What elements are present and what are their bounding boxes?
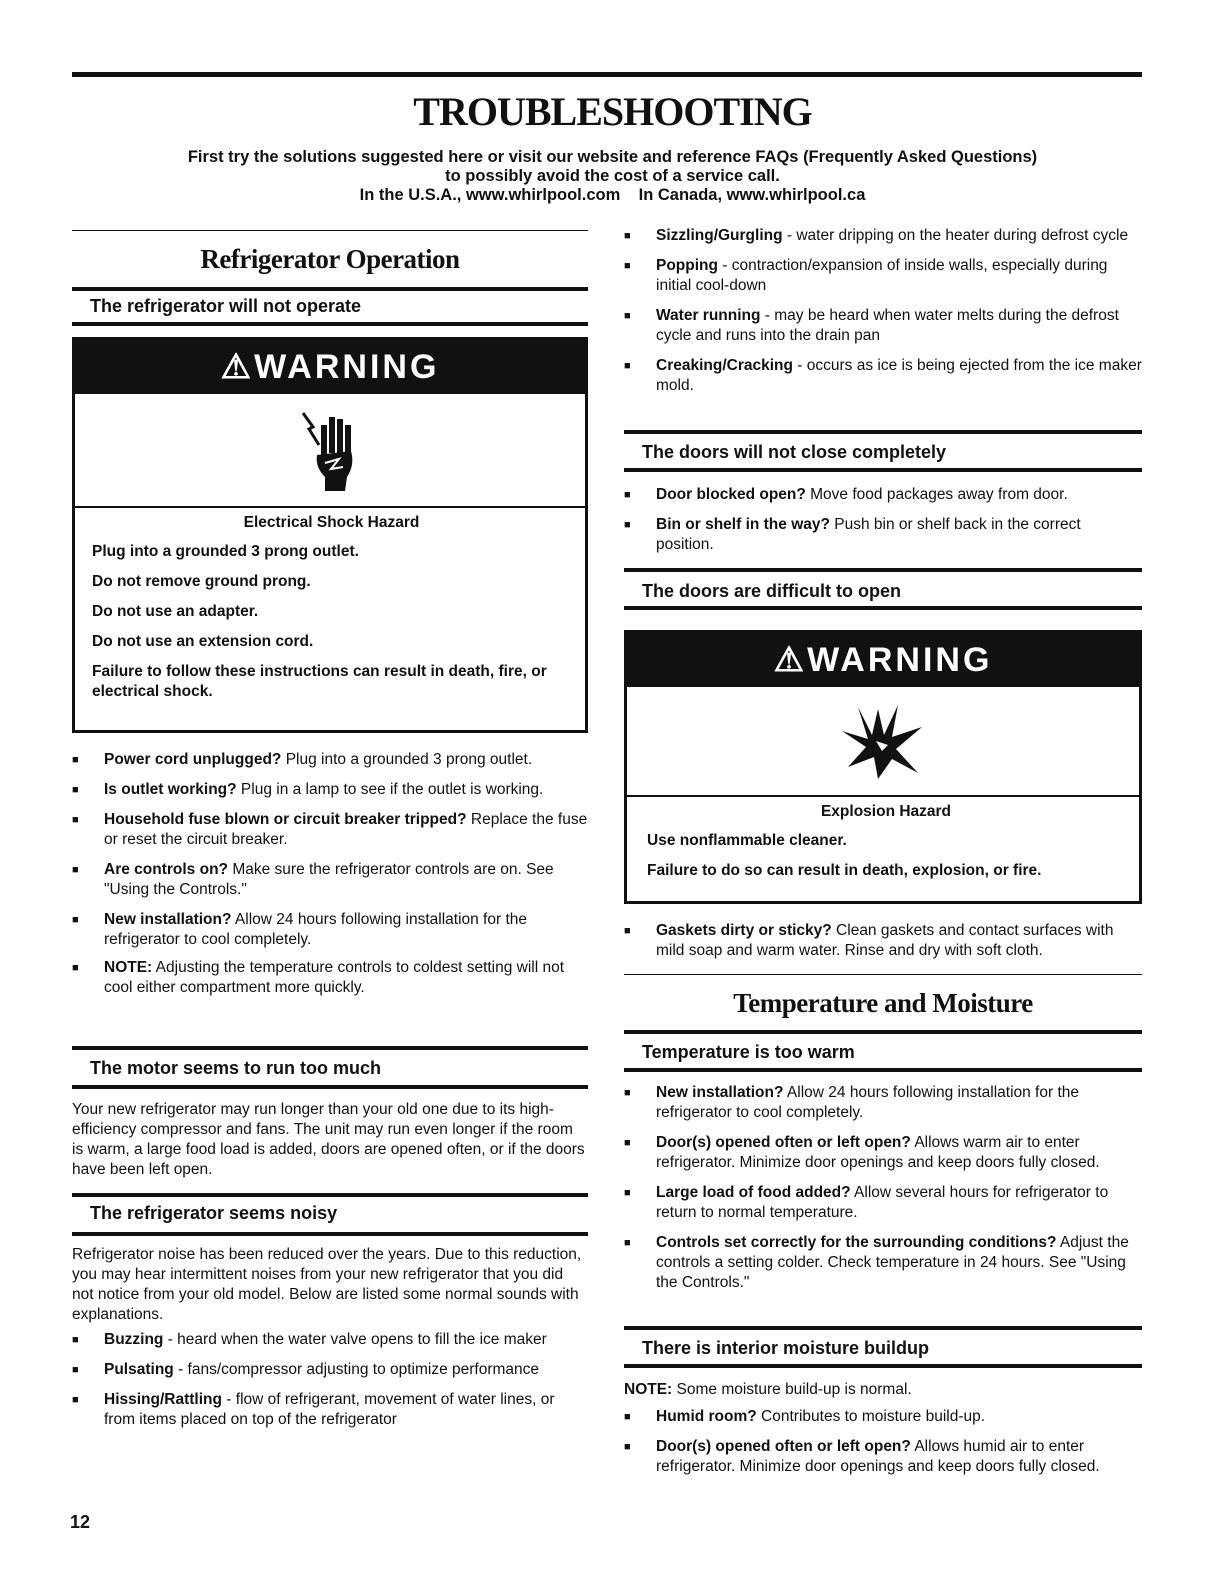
- list-item: ■ Door blocked open? Move food packages away from door.: [624, 485, 1142, 505]
- heading-will-not-operate: The refrigerator will not operate: [90, 296, 362, 316]
- list-item: ■ Bin or shelf in the way? Push bin or shelf back in the correct position.: [624, 515, 1142, 555]
- hazard-title: Electrical Shock Hazard: [243, 514, 420, 531]
- right-section-rule: [624, 974, 1142, 975]
- section-title-refrigerator-operation: Refrigerator Operation: [200, 244, 460, 274]
- rule: [624, 1030, 1142, 1034]
- rule: [72, 322, 588, 326]
- heading-moisture: There is interior moisture buildup: [642, 1338, 930, 1358]
- list-item: ■ Creaking/Cracking - occurs as ice is being ejected from the ice maker mold.: [624, 356, 1142, 396]
- page-number: 12: [70, 1512, 91, 1532]
- heading-too-warm: Temperature is too warm: [642, 1042, 855, 1062]
- noisy-list: [72, 1330, 588, 1440]
- list-item: ■ Door(s) opened often or left open? Allows warm air to enter refrigerator. Minimize door openings and keep doors fully closed.: [624, 1133, 1142, 1173]
- page-title: TROUBLESHOOTING: [413, 89, 812, 134]
- not-operate-list: [72, 750, 588, 1008]
- intro-line-1: First try the solutions suggested here or visit our website and reference FAQs (Frequently Asked Questions): [187, 148, 1038, 166]
- rule: [624, 1364, 1142, 1368]
- list-item: ■ Water running - may be heard when water melts during the defrost cycle and runs into the drain pan: [624, 306, 1142, 346]
- intro-line-3: In the U.S.A., www.whirlpool.com In Canada, www.whirlpool.ca: [359, 186, 866, 204]
- heading-doors-open: The doors are difficult to open: [642, 581, 902, 601]
- rule: [624, 1068, 1142, 1072]
- rule: [72, 1193, 588, 1197]
- left-section-rule: [72, 230, 588, 231]
- list-item: ■ New installation? Allow 24 hours following installation for the refrigerator to cool completely.: [624, 1083, 1142, 1123]
- warning-label: ⚠WARNING: [75, 340, 585, 394]
- explosion-warning-box: [624, 630, 1142, 904]
- noise-items-list: [624, 226, 1142, 406]
- rule: [624, 1326, 1142, 1330]
- moisture-list: [624, 1407, 1142, 1487]
- rule: [624, 568, 1142, 572]
- list-item: ■ Popping - contraction/expansion of inside walls, especially during initial cool-down: [624, 256, 1142, 296]
- warning-line: Plug into a grounded 3 prong outlet.: [92, 543, 359, 560]
- rule: [624, 468, 1142, 472]
- warning-line: Failure to do so can result in death, explosion, or fire.: [647, 862, 1042, 879]
- warning-label: ⚠WARNING: [627, 633, 1139, 687]
- explosion-hazard-icon: [627, 687, 1139, 797]
- warning-line: Do not remove ground prong.: [92, 573, 311, 590]
- warning-line: Failure to follow these instructions can result in death, fire, or electrical shock.: [92, 663, 547, 700]
- rule: [72, 1232, 588, 1236]
- list-item: ■ Door(s) opened often or left open? Allows humid air to enter refrigerator. Minimize door openings and keep doors fully closed.: [624, 1437, 1142, 1477]
- rule: [624, 606, 1142, 610]
- doors-close-list: [624, 485, 1142, 565]
- too-warm-list: [624, 1083, 1142, 1303]
- heading-doors-close: The doors will not close completely: [642, 442, 947, 462]
- rule: [72, 1046, 588, 1050]
- list-item: ■ Household fuse blown or circuit breaker tripped? Replace the fuse or reset the circuit breaker.: [72, 810, 588, 850]
- intro-line-2: to possibly avoid the cost of a service call.: [445, 167, 780, 185]
- heading-motor: The motor seems to run too much: [90, 1058, 382, 1078]
- doors-open-list: [624, 921, 1142, 971]
- warning-line: Do not use an extension cord.: [92, 633, 314, 650]
- list-item: ■ Sizzling/Gurgling - water dripping on the heater during defrost cycle: [624, 226, 1142, 246]
- moisture-note: NOTE: Some moisture build-up is normal.: [624, 1381, 912, 1398]
- list-item: ■ Buzzing - heard when the water valve opens to fill the ice maker: [72, 1330, 588, 1350]
- hazard-title: Explosion Hazard: [820, 803, 952, 820]
- top-rule: [72, 72, 1142, 77]
- list-item: ■ Gaskets dirty or sticky? Clean gaskets and contact surfaces with mild soap and warm water. Rinse and dry with soft cloth.: [624, 921, 1142, 961]
- list-item: ■ Pulsating - fans/compressor adjusting to optimize performance: [72, 1360, 588, 1380]
- list-item: ■ Hissing/Rattling - flow of refrigerant, movement of water lines, or from items placed on top of the refrigerator: [72, 1390, 588, 1430]
- rule: [72, 287, 588, 291]
- list-item: ■ Humid room? Contributes to moisture build-up.: [624, 1407, 1142, 1427]
- warning-line: Use nonflammable cleaner.: [647, 832, 847, 849]
- rule: [72, 1085, 588, 1089]
- noisy-paragraph: Refrigerator noise has been reduced over the years. Due to this reduction, you may hear intermittent noises from your new refrigerator that you did not notice from your old model. Below are listed some normal sounds with explanations.: [72, 1246, 582, 1323]
- list-item: ■ Controls set correctly for the surrounding conditions? Adjust the controls a setting colder. Check temperature in 24 hours. See "Using the Controls.": [624, 1233, 1142, 1293]
- rule: [624, 430, 1142, 434]
- heading-noisy: The refrigerator seems noisy: [90, 1203, 338, 1223]
- electrical-warning-box: [72, 337, 588, 733]
- section-title-temperature-moisture: Temperature and Moisture: [733, 988, 1033, 1018]
- list-item: ■ Is outlet working? Plug in a lamp to see if the outlet is working.: [72, 780, 588, 800]
- electrical-shock-hand-icon: [75, 394, 585, 508]
- list-item: ■ Large load of food added? Allow several hours for refrigerator to return to normal temperature.: [624, 1183, 1142, 1223]
- motor-paragraph: Your new refrigerator may run longer than your old one due to its high-efficiency compressor and fans. The unit may run even longer if the room is warm, a large food load is added, doors are opened often, or if the doors have been left open.: [72, 1101, 585, 1178]
- list-item: ■ Power cord unplugged? Plug into a grounded 3 prong outlet.: [72, 750, 588, 770]
- warning-line: Do not use an adapter.: [92, 603, 259, 620]
- list-item: ■ New installation? Allow 24 hours following installation for the refrigerator to cool completely.: [72, 910, 588, 950]
- note: ■ NOTE: Adjusting the temperature controls to coldest setting will not cool either compartment more quickly.: [72, 958, 588, 998]
- list-item: ■ Are controls on? Make sure the refrigerator controls are on. See "Using the Controls.": [72, 860, 588, 900]
